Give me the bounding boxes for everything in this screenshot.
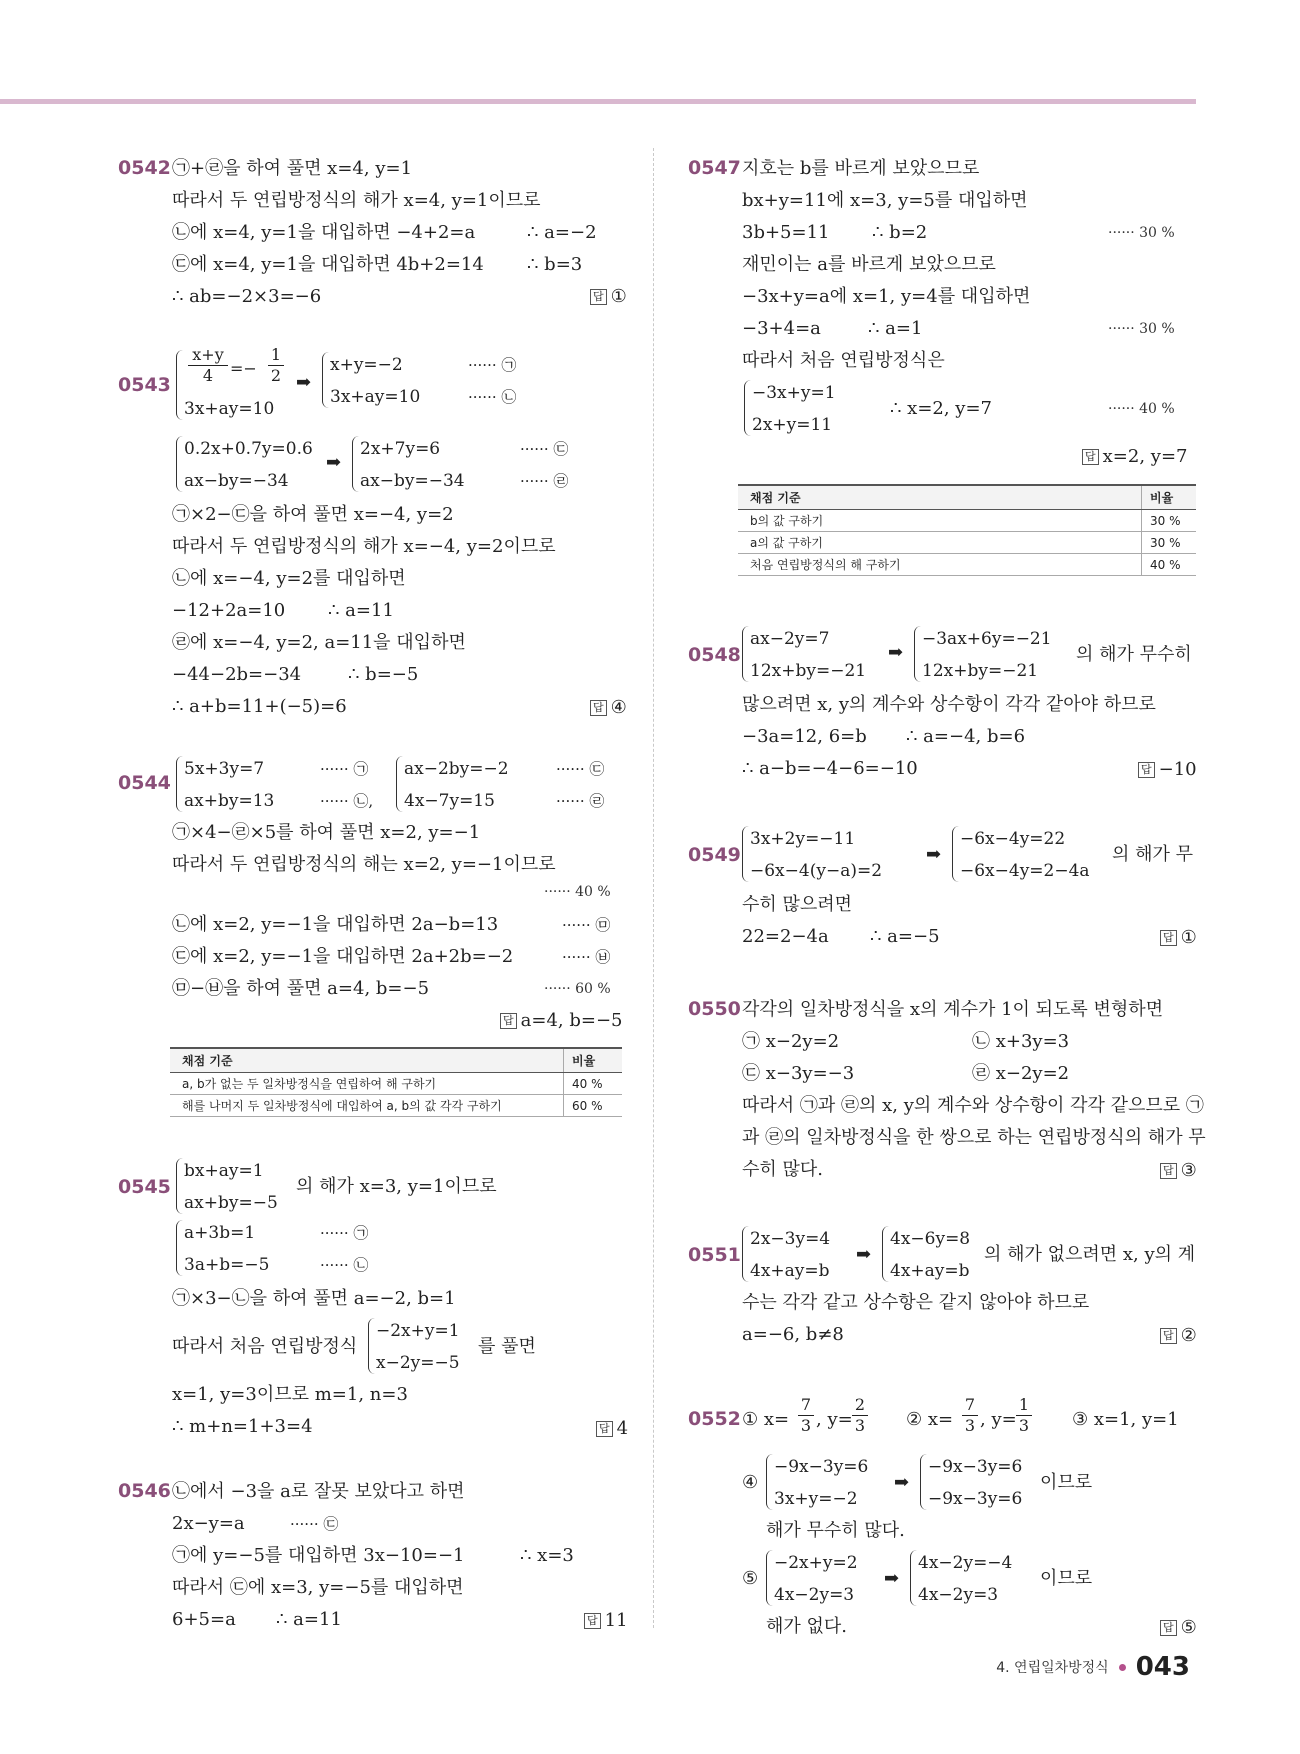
answer-tag: 답 — [1160, 1620, 1177, 1636]
solution-line: 각각의 일차방정식을 x의 계수가 1이 되도록 변형하면 — [742, 999, 1164, 1020]
equation: 5x+3y=7 — [184, 759, 265, 779]
right-arrow-icon: ➡ — [884, 1568, 900, 1589]
problem-number: 0549 — [688, 844, 741, 866]
choice-label: , y= — [980, 1409, 1017, 1430]
table-header: 채점 기준 — [738, 485, 1142, 510]
fraction-numerator: 2 — [854, 1395, 866, 1414]
solution-line: 의 해가 x=3, y=1이므로 — [296, 1176, 497, 1197]
table-row — [738, 532, 1196, 554]
solution-line: 수히 많다. — [742, 1159, 823, 1180]
problem-number: 0544 — [118, 772, 171, 794]
solution-line: a=−6, b≠8 — [742, 1324, 844, 1345]
answer-tag: 답 — [596, 1421, 613, 1437]
solution-line: 2x−y=a — [172, 1513, 245, 1534]
column-divider — [653, 148, 654, 1628]
solution-line: x=1, y=3이므로 m=1, n=3 — [172, 1384, 408, 1405]
solution-line: ㉡에서 −3을 a로 잘못 보았다고 하면 — [172, 1481, 465, 1502]
score-ratio: ······ 40 % — [544, 884, 611, 900]
table-header-row — [170, 1048, 622, 1073]
solution-line: ㉡에 x=2, y=−1을 대입하면 2a−b=13 — [172, 914, 499, 935]
equation: ax−by=−34 — [360, 471, 465, 491]
problem-number: 0548 — [688, 644, 741, 666]
solution-line: 해가 무수히 많다. — [766, 1520, 905, 1541]
solution-line: ㉠×3−㉡을 하여 풀면 a=−2, b=1 — [172, 1288, 456, 1309]
fraction-numerator: 7 — [800, 1395, 812, 1414]
answer — [584, 1610, 628, 1631]
table-row — [738, 554, 1196, 576]
solution-line: −12+2a=10 — [172, 600, 286, 621]
fraction — [188, 346, 228, 385]
table-header-row — [738, 485, 1196, 510]
table-cell: 60 % — [564, 1095, 623, 1117]
answer-value: ① — [1180, 927, 1197, 948]
answer-tag: 답 — [1082, 449, 1099, 465]
score-ratio: ······ 60 % — [544, 981, 611, 997]
solution-line: 의 해가 무 — [1112, 844, 1193, 865]
equation-mark: ······ ㉥ — [562, 948, 611, 966]
fraction-denominator: 3 — [854, 1416, 866, 1435]
answer-value: x=2, y=7 — [1102, 446, 1188, 467]
equation: 0.2x+0.7y=0.6 — [184, 439, 313, 459]
equation: 4x−7y=15 — [404, 791, 495, 811]
page-footer — [996, 1652, 1190, 1682]
table-cell: 처음 연립방정식의 해 구하기 — [738, 554, 1142, 576]
table-header: 채점 기준 — [170, 1048, 564, 1073]
choice-label: , y= — [816, 1409, 853, 1430]
solution-line: 3b+5=11 — [742, 222, 830, 243]
answer-tag: 답 — [590, 289, 607, 305]
equation-mark: ······ ㉡, — [320, 792, 374, 810]
solution-line: ㉠×4−㉣×5를 하여 풀면 x=2, y=−1 — [172, 822, 481, 843]
brace — [742, 626, 749, 682]
answer — [1160, 1160, 1197, 1181]
answer-tag: 답 — [1160, 1163, 1177, 1179]
answer — [1082, 446, 1187, 467]
fraction-numerator: x+y — [192, 345, 224, 364]
answer-value: ③ — [1180, 1160, 1197, 1181]
brace — [396, 756, 403, 812]
choice-label: ② x= — [906, 1409, 954, 1430]
right-arrow-icon: ➡ — [926, 844, 942, 865]
answer — [1160, 927, 1197, 948]
choice-label: ⑤ — [742, 1568, 759, 1589]
solution-line: bx+y=11에 x=3, y=5를 대입하면 — [742, 190, 1028, 211]
fraction-numerator: 7 — [964, 1395, 976, 1414]
solution-line: ∴ b=3 — [527, 254, 583, 275]
choice-label: ③ x=1, y=1 — [1072, 1409, 1179, 1430]
brace — [176, 756, 183, 812]
equation: 2x+y=11 — [752, 415, 833, 435]
table-cell: a의 값 구하기 — [738, 532, 1142, 554]
equation: ax−2by=−2 — [404, 759, 509, 779]
solution-line: ∴ a=−4, b=6 — [906, 726, 1026, 747]
problem-number: 0551 — [688, 1244, 741, 1266]
equation-mark: ······ ㉢ — [290, 1515, 339, 1533]
solution-line: ∴ m+n=1+3=4 — [172, 1416, 313, 1437]
score-ratio: ······ 40 % — [1108, 401, 1175, 417]
equation: 3a+b=−5 — [184, 1255, 270, 1275]
top-decor-bar — [0, 99, 1196, 104]
table-header: 비율 — [564, 1048, 623, 1073]
solution-line: ∴ a+b=11+(−5)=6 — [172, 696, 347, 717]
fraction — [962, 1396, 978, 1435]
equation: 4x−2y=−4 — [918, 1553, 1013, 1573]
fraction-denominator: 4 — [202, 366, 214, 385]
equation: ㉠ x−2y=2 — [742, 1031, 840, 1052]
solution-line: ㉣에 x=−4, y=2, a=11을 대입하면 — [172, 632, 466, 653]
solution-line: ∴ a=11 — [328, 600, 394, 621]
brace — [910, 1550, 917, 1606]
table-row — [170, 1073, 622, 1095]
problem-number: 0547 — [688, 157, 741, 179]
right-arrow-icon: ➡ — [326, 452, 342, 473]
solution-line: 이므로 — [1040, 1568, 1093, 1589]
fraction-denominator: 3 — [1018, 1416, 1030, 1435]
solution-line: ∴ b=−5 — [348, 664, 419, 685]
solution-line: −44−2b=−34 — [172, 664, 302, 685]
solution-line: 따라서 두 연립방정식의 해가 x=−4, y=2이므로 — [172, 536, 556, 557]
solution-line: ㉤−㉥을 하여 풀면 a=4, b=−5 — [172, 978, 430, 999]
solution-line: ㉠에 y=−5를 대입하면 3x−10=−1 — [172, 1545, 465, 1566]
equation-mark: ······ ㉣ — [556, 792, 605, 810]
equation: −2x+y=2 — [774, 1553, 858, 1573]
solution-line: 따라서 ㉢에 x=3, y=−5를 대입하면 — [172, 1577, 464, 1598]
brace — [352, 436, 359, 492]
answer-tag: 답 — [1160, 930, 1177, 946]
equation: −6x−4(y−a)=2 — [750, 861, 883, 881]
solution-line: ∴ b=2 — [872, 222, 928, 243]
equation: −6x−4y=22 — [960, 829, 1066, 849]
table-row — [738, 510, 1196, 532]
solution-line: ㉡에 x=4, y=1을 대입하면 −4+2=a — [172, 222, 476, 243]
solution-line: 따라서 두 연립방정식의 해가 x=4, y=1이므로 — [172, 190, 541, 211]
brace — [920, 1454, 927, 1510]
answer-tag: 답 — [1160, 1328, 1177, 1344]
solution-line: ∴ x=2, y=7 — [890, 398, 993, 419]
answer-value: a=4, b=−5 — [520, 1010, 623, 1031]
table-row — [170, 1095, 622, 1117]
solution-line: 22=2−4a — [742, 926, 829, 947]
answer-value: 4 — [616, 1418, 629, 1439]
table-cell: a, b가 없는 두 일차방정식을 연립하여 해 구하기 — [170, 1073, 564, 1095]
equation: −3ax+6y=−21 — [922, 629, 1052, 649]
right-arrow-icon: ➡ — [296, 372, 312, 393]
solution-line: ㉠+㉣을 하여 풀면 x=4, y=1 — [172, 158, 413, 179]
brace — [766, 1454, 773, 1510]
fraction — [1016, 1396, 1032, 1435]
answer-value: ② — [1180, 1325, 1197, 1346]
answer-tag: 답 — [1138, 762, 1155, 778]
answer — [590, 697, 627, 718]
solution-line: ㉢에 x=4, y=1을 대입하면 4b+2=14 — [172, 254, 484, 275]
answer — [500, 1010, 623, 1031]
equation: −9x−3y=6 — [928, 1489, 1023, 1509]
solution-line: 를 풀면 — [478, 1336, 536, 1357]
table-cell: 30 % — [1142, 510, 1197, 532]
equation: 3x+ay=10 — [184, 399, 275, 419]
problem-number: 0543 — [118, 374, 171, 396]
fraction-denominator: 3 — [800, 1416, 812, 1435]
equation: 3x+ay=10 — [330, 387, 421, 407]
equation: −6x−4y=2−4a — [960, 861, 1090, 881]
brace — [176, 1158, 183, 1214]
right-arrow-icon: ➡ — [856, 1244, 872, 1265]
table-cell: b의 값 구하기 — [738, 510, 1142, 532]
equation: ㉣ x−2y=2 — [972, 1063, 1070, 1084]
table-cell: 40 % — [1142, 554, 1197, 576]
equation-mark: ······ ㉣ — [520, 472, 569, 490]
solution-line: ∴ ab=−2×3=−6 — [172, 286, 322, 307]
brace — [766, 1550, 773, 1606]
equation-mark: ······ ㉠ — [320, 1224, 369, 1242]
equation: 2x−3y=4 — [750, 1229, 831, 1249]
equation: 4x−2y=3 — [918, 1585, 999, 1605]
fraction-denominator: 2 — [270, 366, 282, 385]
brace — [742, 1226, 749, 1282]
choice-label: ① x= — [742, 1409, 790, 1430]
brace — [742, 826, 749, 882]
fraction — [798, 1396, 814, 1435]
solution-line: 6+5=a — [172, 1609, 236, 1630]
solution-line: ㉠×2−㉢을 하여 풀면 x=−4, y=2 — [172, 504, 454, 525]
brace — [952, 826, 959, 882]
problem-number: 0542 — [118, 157, 171, 179]
answer — [1138, 759, 1197, 780]
score-ratio: ······ 30 % — [1108, 225, 1175, 241]
solution-line: ㉢에 x=2, y=−1을 대입하면 2a+2b=−2 — [172, 946, 514, 967]
table-cell: 해를 나머지 두 일차방정식에 대입하여 a, b의 값 각각 구하기 — [170, 1095, 564, 1117]
brace — [176, 350, 183, 420]
equation: −9x−3y=6 — [774, 1457, 869, 1477]
equation: −9x−3y=6 — [928, 1457, 1023, 1477]
equation-mark: ······ ㉢ — [556, 760, 605, 778]
solution-line: 과 ㉣의 일차방정식을 한 쌍으로 하는 연립방정식의 해가 무 — [742, 1127, 1206, 1148]
equation: 12x+by=−21 — [750, 661, 867, 681]
equation: 4x+ay=b — [750, 1261, 830, 1281]
answer — [596, 1418, 628, 1439]
equation: 3x+y=−2 — [774, 1489, 858, 1509]
problem-number: 0550 — [688, 998, 741, 1020]
answer-value: ④ — [610, 697, 627, 718]
equation-mark: ······ ㉤ — [562, 916, 611, 934]
chapter-title: 4. 연립일차방정식 — [996, 1660, 1109, 1676]
problem-number: 0546 — [118, 1480, 171, 1502]
solution-line: 재민이는 a를 바르게 보았으므로 — [742, 254, 996, 275]
equation: a+3b=1 — [184, 1223, 256, 1243]
solution-line: ㉡에 x=−4, y=2를 대입하면 — [172, 568, 406, 589]
brace — [322, 352, 329, 408]
right-arrow-icon: ➡ — [888, 642, 904, 663]
score-ratio: ······ 30 % — [1108, 321, 1175, 337]
fraction — [852, 1396, 868, 1435]
solution-line: 수히 많으려면 — [742, 894, 853, 915]
fraction-numerator: 1 — [270, 345, 282, 364]
problem-number: 0552 — [688, 1408, 741, 1430]
fraction-numerator: 1 — [1018, 1395, 1030, 1414]
solution-line: ∴ a=−2 — [527, 222, 597, 243]
solution-line: 지호는 b를 바르게 보았으므로 — [742, 158, 980, 179]
solution-line: 이므로 — [1040, 1472, 1093, 1493]
answer-value: 11 — [604, 1610, 628, 1631]
bullet-dot-icon — [1119, 1664, 1126, 1671]
solution-line: 수는 각각 같고 상수항은 같지 않아야 하므로 — [742, 1292, 1090, 1313]
scoring-table — [738, 484, 1196, 576]
equation-mark: ······ ㉠ — [320, 760, 369, 778]
equation-mark: ······ ㉡ — [468, 388, 517, 406]
equation: bx+ay=1 — [184, 1161, 264, 1181]
solution-line: ∴ x=3 — [520, 1545, 574, 1566]
equation-part: =− — [230, 359, 257, 378]
choice-label: ④ — [742, 1472, 759, 1493]
equation: ax+by=−5 — [184, 1193, 278, 1213]
equation: ax−by=−34 — [184, 471, 289, 491]
equation: ㉢ x−3y=−3 — [742, 1063, 855, 1084]
problem-number: 0545 — [118, 1176, 171, 1198]
solution-line: 따라서 ㉠과 ㉣의 x, y의 계수와 상수항이 각각 같으므로 ㉠ — [742, 1095, 1204, 1116]
answer-tag: 답 — [590, 700, 607, 716]
brace — [176, 1220, 183, 1276]
solution-line: ∴ a=1 — [868, 318, 923, 339]
answer — [1160, 1617, 1197, 1638]
answer-tag: 답 — [500, 1013, 517, 1029]
solution-line: 의 해가 무수히 — [1076, 644, 1192, 665]
answer — [590, 286, 627, 307]
solution-line: 따라서 처음 연립방정식은 — [742, 350, 945, 371]
equation: ax−2y=7 — [750, 629, 830, 649]
equation: ax+by=13 — [184, 791, 275, 811]
table-cell: 40 % — [564, 1073, 623, 1095]
solution-line: 따라서 처음 연립방정식 — [172, 1336, 358, 1357]
fraction — [268, 346, 284, 385]
brace — [882, 1226, 889, 1282]
brace — [176, 436, 183, 492]
scoring-table — [170, 1047, 622, 1117]
equation: 4x−6y=8 — [890, 1229, 971, 1249]
equation: 4x−2y=3 — [774, 1585, 855, 1605]
answer-value: −10 — [1158, 759, 1197, 780]
table-header: 비율 — [1142, 485, 1197, 510]
solution-line: ∴ a=11 — [276, 1609, 342, 1630]
answer-value: ① — [610, 286, 627, 307]
equation-mark: ······ ㉠ — [468, 356, 517, 374]
solution-line: 의 해가 없으려면 x, y의 계 — [984, 1244, 1196, 1265]
solution-line: ∴ a=−5 — [870, 926, 940, 947]
page-number: 043 — [1135, 1652, 1190, 1682]
answer-value: ⑤ — [1180, 1617, 1197, 1638]
solution-line: ∴ a−b=−4−6=−10 — [742, 758, 918, 779]
solution-line: −3x+y=a에 x=1, y=4를 대입하면 — [742, 286, 1031, 307]
brace — [914, 626, 921, 682]
equation-mark: ······ ㉡ — [320, 1256, 369, 1274]
equation-mark: ······ ㉢ — [520, 440, 569, 458]
equation: −3x+y=1 — [752, 383, 836, 403]
fraction-denominator: 3 — [964, 1416, 976, 1435]
solution-line: 많으려면 x, y의 계수와 상수항이 각각 같아야 하므로 — [742, 694, 1156, 715]
solution-line: −3a=12, 6=b — [742, 726, 867, 747]
equation: −2x+y=1 — [376, 1321, 460, 1341]
equation: 4x+ay=b — [890, 1261, 970, 1281]
equation: ㉡ x+3y=3 — [972, 1031, 1070, 1052]
solution-line: 따라서 두 연립방정식의 해는 x=2, y=−1이므로 — [172, 854, 556, 875]
right-arrow-icon: ➡ — [894, 1472, 910, 1493]
equation: x−2y=−5 — [376, 1353, 460, 1373]
answer — [1160, 1325, 1197, 1346]
solution-line: 해가 없다. — [766, 1616, 847, 1637]
answer-tag: 답 — [584, 1613, 601, 1629]
solution-line: −3+4=a — [742, 318, 821, 339]
equation: x+y=−2 — [330, 355, 403, 375]
equation: 2x+7y=6 — [360, 439, 441, 459]
table-cell: 30 % — [1142, 532, 1197, 554]
equation: 3x+2y=−11 — [750, 829, 856, 849]
brace — [744, 380, 751, 436]
brace — [368, 1318, 375, 1374]
equation: 12x+by=−21 — [922, 661, 1039, 681]
